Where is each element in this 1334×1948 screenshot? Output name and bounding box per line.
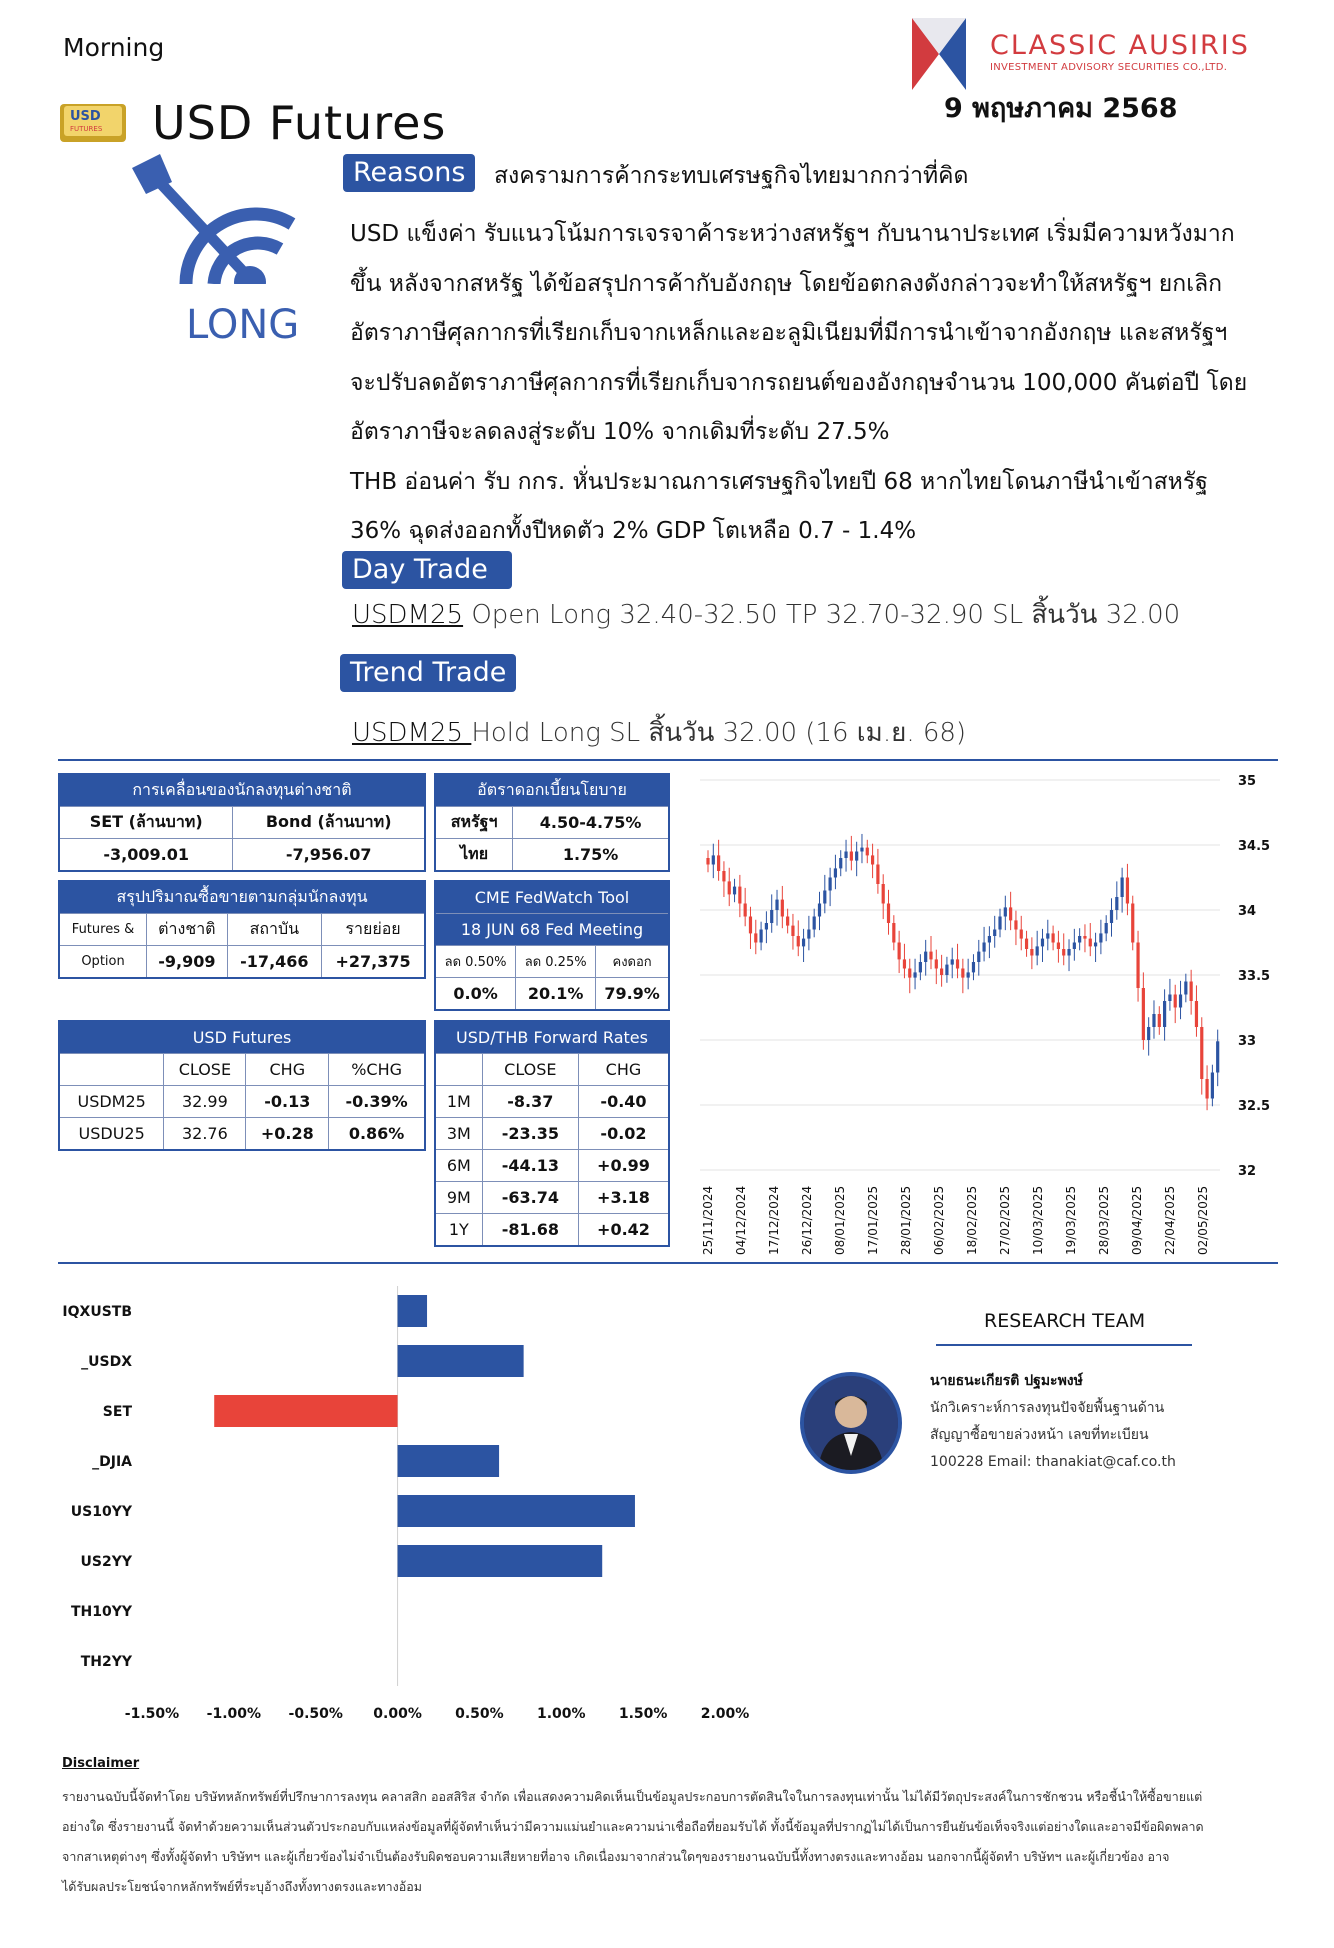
candle-body	[1147, 1027, 1150, 1040]
forward-rates-table	[434, 1020, 670, 1247]
candle-body	[1105, 923, 1108, 933]
category-label: IQXUSTB	[62, 1304, 132, 1320]
table-cell: -0.40	[578, 1086, 669, 1118]
table-cell: -63.74	[482, 1182, 578, 1214]
x-tick-label: 10/03/2025	[1031, 1185, 1045, 1255]
candle-body	[829, 878, 832, 891]
candle-body	[797, 936, 800, 946]
candle-body	[982, 943, 985, 952]
candle-body	[860, 848, 863, 852]
candle-body	[1131, 904, 1134, 943]
table-cell: -81.68	[482, 1214, 578, 1247]
candle-body	[1030, 949, 1033, 956]
investor-summary-table	[58, 880, 426, 979]
candle-body	[924, 952, 927, 962]
page-title: USD Futures	[152, 96, 447, 150]
candle-body	[1062, 949, 1065, 956]
candle-body	[1052, 933, 1055, 942]
candle-body	[728, 881, 731, 894]
x-tick-label: 06/02/2025	[932, 1185, 946, 1255]
candle-body	[823, 891, 826, 904]
table-header: ลด 0.50%	[435, 946, 516, 978]
candle-body	[1009, 907, 1012, 920]
candle-body	[738, 887, 741, 904]
candle-body	[1126, 878, 1129, 904]
table-cell: +0.42	[578, 1214, 669, 1247]
table-cell: -0.02	[578, 1118, 669, 1150]
x-tick-label: 0.50%	[455, 1706, 504, 1722]
y-tick-label: 33	[1238, 1034, 1257, 1049]
table-header: คงดอก	[596, 946, 669, 978]
x-tick-label: 25/11/2024	[701, 1185, 715, 1255]
table-cell: +0.99	[578, 1150, 669, 1182]
x-tick-label: 1.50%	[618, 1706, 668, 1722]
candle-body	[876, 865, 879, 885]
candle-body	[898, 943, 901, 960]
table-cell: 32.76	[164, 1118, 246, 1151]
candle-body	[1179, 995, 1182, 1008]
candle-body	[951, 959, 954, 964]
candle-body	[1115, 897, 1118, 910]
reason-line: ขึ้น หลังจากสหรัฐ ได้ข้อสรุปการค้ากับอังกฤษ โดยข้อตกลงดังกล่าวจะทำให้สหรัฐฯ ยกเลิก	[350, 270, 1223, 297]
table-cell: 32.99	[164, 1086, 246, 1118]
candle-body	[754, 933, 757, 942]
candle-body	[813, 917, 816, 930]
candle-body	[1211, 1073, 1214, 1099]
candle-body	[786, 917, 789, 926]
section-divider	[58, 1262, 1278, 1264]
analyst-info	[930, 1368, 1176, 1476]
y-tick-label: 32.5	[1238, 1099, 1271, 1114]
day-trade-text: Open Long 32.40-32.50 TP 32.70-32.90 SL สิ้นวัน 32.00	[463, 600, 1181, 630]
table-cell: USDU25	[59, 1118, 164, 1151]
x-tick-label: 28/03/2025	[1097, 1185, 1111, 1255]
table-cell: 0.86%	[329, 1118, 425, 1151]
candle-body	[807, 930, 810, 939]
table-header: %CHG	[329, 1054, 425, 1086]
disclaimer-text	[62, 1782, 1262, 1902]
candle-body	[1099, 933, 1102, 942]
table-cell: -8.37	[482, 1086, 578, 1118]
table-title: การเคลื่อนของนักลงทุนต่างชาติ	[59, 774, 425, 807]
x-tick-label: 27/02/2025	[998, 1185, 1012, 1255]
report-date: 9 พฤษภาคม 2568	[944, 93, 1178, 124]
usd-futures-logo	[60, 100, 126, 144]
table-cell: +3.18	[578, 1182, 669, 1214]
table-cell: สหรัฐฯ	[435, 807, 513, 839]
day-trade-label: Day Trade	[342, 551, 512, 589]
bar	[398, 1295, 427, 1327]
candle-body	[1163, 1001, 1166, 1027]
svg-text:FUTURES: FUTURES	[70, 125, 103, 133]
bar	[398, 1345, 524, 1377]
research-team-title: RESEARCH TEAM	[984, 1310, 1146, 1332]
svg-text:USD: USD	[70, 109, 101, 124]
candle-body	[1067, 949, 1070, 956]
table-cell: 4.50-4.75%	[513, 807, 669, 839]
trend-trade-label: Trend Trade	[340, 654, 516, 692]
reason-line: USD แข็งค่า รับแนวโน้มการเจรจาค้าระหว่างสหรัฐฯ กับนานาประเทศ เริ่มมีความหวังมาก	[350, 221, 1235, 247]
trend-trade-text: Hold Long SL สิ้นวัน 32.00 (16 เม.ย. 68)	[471, 718, 967, 748]
table-cell: -3,009.01	[59, 839, 233, 872]
table-header: รายย่อย	[322, 914, 425, 946]
y-tick-label: 34	[1238, 904, 1257, 919]
x-tick-label: 0.00%	[373, 1706, 422, 1722]
table-cell: USDM25	[59, 1086, 164, 1118]
x-tick-label: 18/02/2025	[965, 1185, 979, 1255]
candle-body	[781, 900, 784, 917]
table-cell: 20.1%	[516, 978, 596, 1011]
candle-body	[1168, 995, 1171, 1002]
x-tick-label: -1.50%	[124, 1706, 180, 1722]
x-tick-label: 19/03/2025	[1064, 1185, 1078, 1255]
trend-trade-line	[352, 712, 966, 753]
table-header: CHG	[246, 1054, 329, 1086]
analyst-name: นายธนะเกียรติ ปฐมะพงษ์	[930, 1373, 1083, 1389]
candle-body	[1136, 943, 1139, 989]
table-title: USD Futures	[59, 1021, 425, 1054]
candle-body	[1152, 1014, 1155, 1027]
candle-body	[866, 848, 869, 856]
table-cell: +27,375	[322, 946, 425, 979]
x-tick-label: 08/01/2025	[833, 1185, 847, 1255]
candle-body	[839, 858, 842, 868]
category-label: US2YY	[80, 1554, 132, 1570]
candle-body	[1121, 878, 1124, 898]
candle-body	[834, 868, 837, 877]
x-tick-label: 2.00%	[700, 1706, 750, 1722]
usd-futures-table	[58, 1020, 426, 1151]
table-cell: -0.13	[246, 1086, 329, 1118]
table-title: USD/THB Forward Rates	[435, 1021, 669, 1054]
candle-body	[940, 969, 943, 976]
candle-body	[791, 926, 794, 936]
disclaimer-line: ได้รับผลประโยชน์จากหลักทรัพย์ที่ระบุอ้างถึงทั้งทางตรงและทางอ้อม	[62, 1879, 422, 1894]
table-header: CLOSE	[164, 1054, 246, 1086]
signal-label: LONG	[186, 302, 300, 348]
category-label: TH10YY	[70, 1604, 132, 1620]
candle-body	[988, 936, 991, 943]
y-tick-label: 34.5	[1238, 839, 1271, 854]
table-cell: 6M	[435, 1150, 482, 1182]
candle-body	[929, 952, 932, 960]
table-header	[59, 1054, 164, 1086]
candle-body	[977, 952, 980, 962]
candle-body	[706, 858, 709, 865]
bar	[214, 1395, 397, 1427]
candle-body	[1073, 943, 1076, 950]
candle-body	[1020, 930, 1023, 939]
analyst-contact: 100228 Email: thanakiat@caf.co.th	[930, 1454, 1176, 1470]
candle-body	[1036, 946, 1039, 955]
reasons-headline: สงครามการค้ากระทบเศรษฐกิจไทยมากกว่าที่คิด	[494, 163, 969, 189]
x-tick-label: 02/05/2025	[1196, 1185, 1210, 1255]
foreign-flow-table	[58, 773, 426, 872]
candle-body	[967, 972, 970, 977]
table-cell: -17,466	[227, 946, 321, 979]
candle-body	[998, 917, 1001, 930]
candle-body	[993, 930, 996, 937]
table-cell: 3M	[435, 1118, 482, 1150]
candle-body	[744, 904, 747, 917]
category-label: _USDX	[81, 1354, 132, 1370]
candle-body	[844, 852, 847, 859]
table-cell: ไทย	[435, 839, 513, 872]
table-header: CHG	[578, 1054, 669, 1086]
candle-body	[919, 962, 922, 972]
table-cell: 1M	[435, 1086, 482, 1118]
reason-line: THB อ่อนค่า รับ กกร. หั่นประมาณการเศรษฐกิจไทยปี 68 หากไทยโดนภาษีนำเข้าสหรัฐ	[350, 468, 1208, 495]
candle-body	[1174, 995, 1177, 1008]
classic-ausiris-logo	[912, 18, 962, 88]
category-label: _DJIA	[92, 1454, 132, 1470]
bar	[398, 1545, 603, 1577]
fedwatch-table	[434, 880, 670, 1011]
candle-body	[733, 887, 736, 895]
disclaimer-line: จากสาเหตุต่างๆ ซึ่งทั้งผู้จัดทำ บริษัทฯ และผู้เกี่ยวข้องไม่จำเป็นต้องรับผิดชอบความเสียหายที่อาจ เกิดเนื่องมาจากส่วนใดๆของรายงานฉบับนี้ทั้งทางตรงและทางอ้อม นอกจากนี้ผู้จัดทำ บริษัทฯ และผู้เกี่ยวข้อง อาจ	[62, 1849, 1170, 1864]
x-tick-label: 17/12/2024	[767, 1185, 781, 1255]
candle-body	[818, 904, 821, 917]
table-cell: -23.35	[482, 1118, 578, 1150]
candle-body	[1046, 933, 1049, 938]
candle-body	[1216, 1041, 1219, 1072]
candle-body	[887, 904, 890, 924]
disclaimer-line: อย่างใด ซึ่งรายงานนี้ จัดทำด้วยความเห็นส่วนตัวประกอบกับแหล่งข้อมูลที่ผู้จัดทำเห็นว่ามีความแม่นยำและความน่าเชื่อถือที่ยอมรับได้ ทั้งนี้ข้อมูลที่ปรากฏไม่ได้เป็นการยืนยันข้อเท็จจริงแต่อย่างใดและอาจมีข้อผิดพลาด	[62, 1819, 1204, 1834]
y-tick-label: 33.5	[1238, 969, 1271, 984]
table-cell: 1Y	[435, 1214, 482, 1247]
day-trade-symbol: USDM25	[352, 600, 464, 630]
candle-body	[1200, 1027, 1203, 1079]
candle-body	[722, 871, 725, 881]
table-cell: -0.39%	[329, 1086, 425, 1118]
candle-body	[802, 939, 805, 947]
reasons-label: Reasons	[343, 154, 475, 192]
candle-body	[855, 852, 858, 861]
candle-body	[945, 965, 948, 975]
candle-body	[1195, 1001, 1198, 1027]
candle-body	[882, 884, 885, 904]
table-cell: -44.13	[482, 1150, 578, 1182]
market-change-bar-chart	[60, 1278, 780, 1738]
candle-body	[717, 855, 720, 871]
candle-body	[1078, 936, 1081, 943]
category-label: TH2YY	[80, 1654, 132, 1670]
candle-body	[1190, 982, 1193, 1002]
x-tick-label: 09/04/2025	[1130, 1185, 1144, 1255]
candle-body	[1025, 939, 1028, 949]
disclaimer-heading: Disclaimer	[62, 1756, 140, 1771]
table-title: สรุปปริมาณซื้อขายตามกลุ่มนักลงทุน	[59, 881, 425, 914]
table-subtitle: 18 JUN 68 Fed Meeting	[435, 914, 669, 946]
category-label: SET	[102, 1404, 132, 1420]
table-header: SET (ล้านบาท)	[59, 807, 233, 839]
y-tick-label: 35	[1238, 774, 1257, 789]
table-cell: +0.28	[246, 1118, 329, 1151]
candle-body	[1083, 936, 1086, 939]
trend-trade-symbol: USDM25	[352, 718, 472, 748]
x-tick-label: 1.00%	[536, 1706, 586, 1722]
x-tick-label: 04/12/2024	[734, 1185, 748, 1255]
candle-body	[1004, 907, 1007, 916]
reason-line: 36% ฉุดส่งออกทั้งปีหดตัว 2% GDP โตเหลือ 0.7 - 1.4%	[350, 518, 917, 544]
x-tick-label: 28/01/2025	[899, 1185, 913, 1255]
day-trade-line	[352, 594, 1180, 635]
candle-body	[908, 969, 911, 978]
candle-body	[765, 923, 768, 930]
candle-body	[871, 855, 874, 864]
candle-body	[913, 972, 916, 977]
section-divider	[58, 759, 1278, 761]
candle-body	[903, 959, 906, 968]
candle-body	[1110, 910, 1113, 923]
x-tick-label: 26/12/2024	[800, 1185, 814, 1255]
candle-body	[1089, 939, 1092, 947]
reason-line: อัตราภาษีศุลกากรที่เรียกเก็บจากเหล็กและอะลูมิเนียมที่มีการนำเข้าจากอังกฤษ และสหรัฐฯ	[350, 320, 1228, 346]
table-cell: 1.75%	[513, 839, 669, 872]
candle-body	[892, 923, 895, 943]
candle-body	[1094, 943, 1097, 947]
table-cell: 9M	[435, 1182, 482, 1214]
candle-body	[956, 959, 959, 968]
candle-body	[1158, 1014, 1161, 1027]
table-header: ต่างชาติ	[147, 914, 228, 946]
table-cell: -9,909	[147, 946, 228, 979]
reason-line: อัตราภาษีจะลดลงสู่ระดับ 10% จากเดิมที่ระดับ 27.5%	[350, 419, 890, 445]
session-label: Morning	[63, 33, 165, 62]
table-header	[435, 1054, 482, 1086]
candle-body	[749, 917, 752, 934]
x-tick-label: 22/04/2025	[1163, 1185, 1177, 1255]
table-cell: Futures &	[59, 914, 147, 946]
candle-body	[759, 930, 762, 943]
table-title: CME FedWatch Tool	[435, 881, 669, 914]
y-tick-label: 32	[1238, 1164, 1257, 1179]
candle-body	[1057, 943, 1060, 950]
reason-line: จะปรับลดอัตราภาษีศุลกากรที่เรียกเก็บจากรถยนต์ของอังกฤษจำนวน 100,000 คันต่อปี โดย	[350, 369, 1248, 396]
brand-name: CLASSIC AUSIRIS	[990, 30, 1250, 61]
candle-body	[770, 910, 773, 923]
reasons-body	[350, 210, 1280, 557]
usd-futures-candlestick-chart	[690, 770, 1280, 1270]
analyst-role: สัญญาซื้อขายล่วงหน้า เลขที่ทะเบียน	[930, 1427, 1149, 1443]
candle-body	[775, 900, 778, 910]
brand-subtitle: INVESTMENT ADVISORY SECURITIES CO.,LTD.	[990, 62, 1228, 73]
table-header: ลด 0.25%	[516, 946, 596, 978]
x-tick-label: -1.00%	[206, 1706, 262, 1722]
candle-body	[961, 969, 964, 978]
analyst-avatar	[800, 1372, 902, 1474]
x-tick-label: -0.50%	[288, 1706, 343, 1722]
table-title: อัตราดอกเบี้ยนโยบาย	[435, 774, 669, 807]
x-tick-label: 17/01/2025	[866, 1185, 880, 1255]
analyst-role: นักวิเคราะห์การลงทุนปัจจัยพื้นฐานด้าน	[930, 1400, 1165, 1416]
table-header: Bond (ล้านบาท)	[233, 807, 425, 839]
target-icon	[132, 154, 322, 284]
candle-body	[1205, 1079, 1208, 1099]
bar	[398, 1495, 635, 1527]
disclaimer-line: รายงานฉบับนี้จัดทำโดย บริษัทหลักทรัพย์ที่ปรึกษาการลงทุน คลาสสิก ออสสิริส จำกัด เพื่อแสดงความคิดเห็นเป็นข้อมูลประกอบการตัดสินใจในการลงทุนเท่านั้น ไม่ได้มีวัตถุประสงค์ในการชักชวน หรือชี้นำให้ซื้อขายแต่	[62, 1789, 1203, 1804]
category-label: US10YY	[70, 1504, 132, 1520]
table-cell: Option	[59, 946, 147, 979]
candle-body	[972, 962, 975, 972]
candle-body	[1014, 920, 1017, 929]
table-cell: 79.9%	[596, 978, 669, 1011]
candle-body	[1142, 988, 1145, 1040]
candle-body	[850, 852, 853, 861]
bar	[398, 1445, 500, 1477]
policy-rate-table	[434, 773, 670, 872]
table-cell: -7,956.07	[233, 839, 425, 872]
candle-body	[1184, 982, 1187, 995]
candle-body	[935, 959, 938, 968]
table-header: สถาบัน	[227, 914, 321, 946]
table-cell: 0.0%	[435, 978, 516, 1011]
candle-body	[1041, 939, 1044, 947]
research-divider	[936, 1344, 1192, 1346]
table-header: CLOSE	[482, 1054, 578, 1086]
candle-body	[712, 855, 715, 864]
